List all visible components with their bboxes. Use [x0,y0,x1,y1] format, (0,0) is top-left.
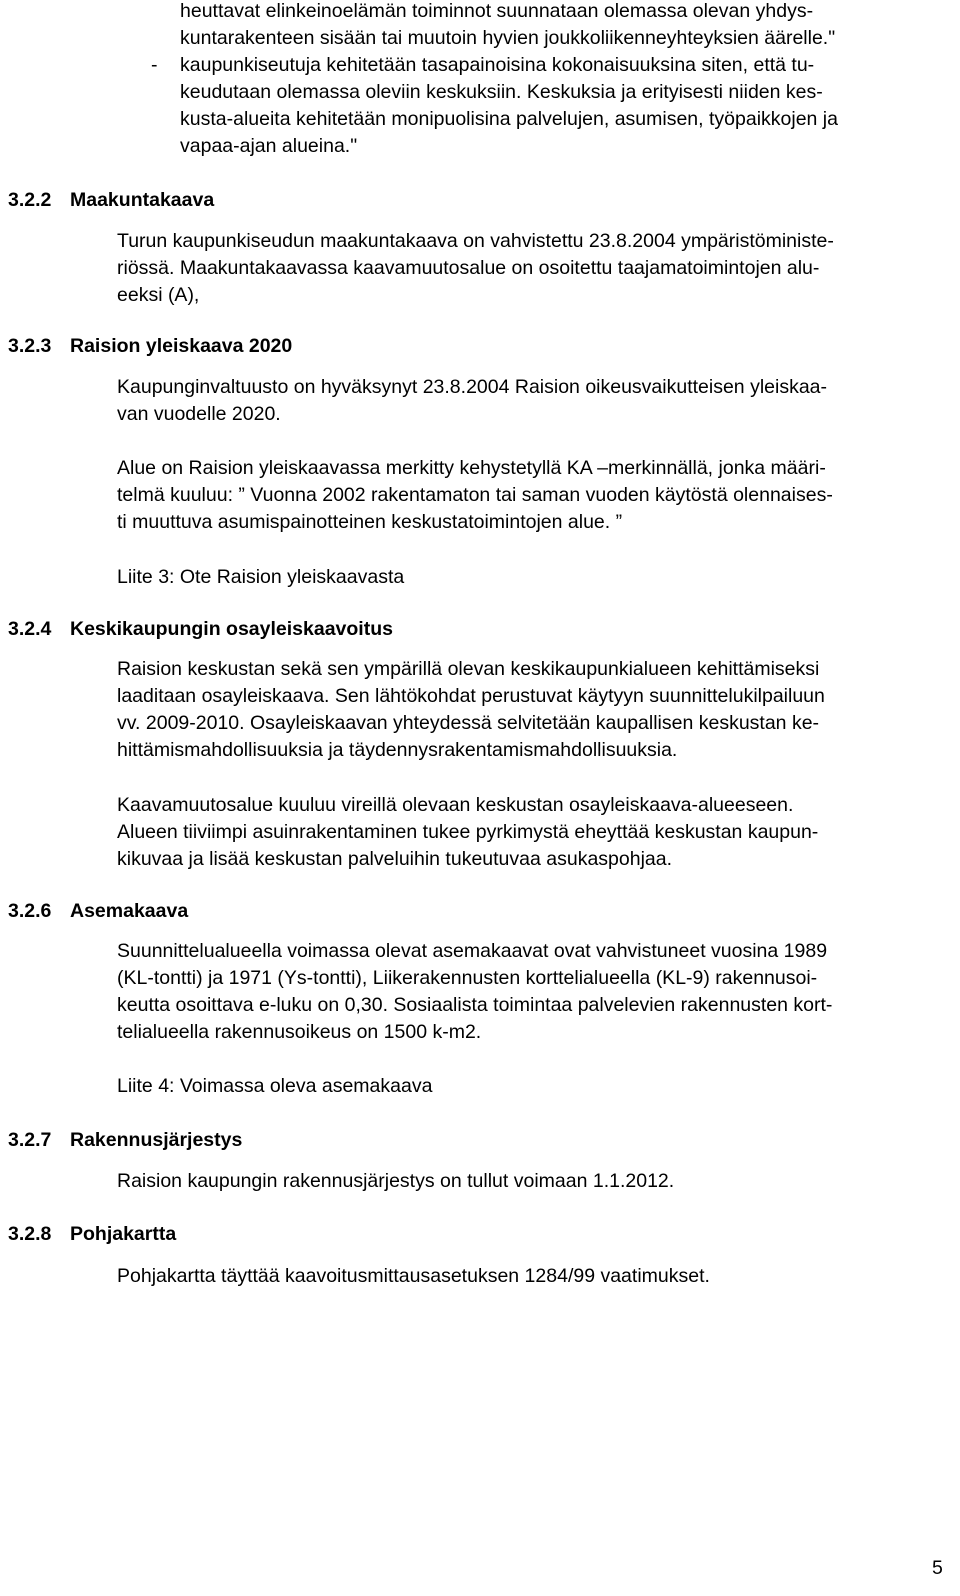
section-title: Rakennusjärjestys [70,1129,243,1151]
text-line: riössä. Maakuntakaavassa kaavamuutosalue on osoitettu taajamatoimintojen alu- [117,257,820,279]
text-line: keutta osoittava e-luku on 0,30. Sosiaalista toimintaa palvelevien rakennusten kort- [117,994,833,1016]
text-line: ti muuttuva asumispainotteinen keskustatoimintojen alue. ” [117,511,623,533]
text-line: vv. 2009-2010. Osayleiskaavan yhteydessä selvitetään kaupallisen keskustan ke- [117,712,820,734]
text-line: Pohjakartta täyttää kaavoitusmittausasetuksen 1284/99 vaatimukset. [117,1265,710,1287]
text-line: keudutaan olemassa oleviin keskuksiin. Keskuksia ja erityisesti niiden kes- [180,81,823,103]
quote-paragraph [180,0,950,52]
section-number: 3.2.8 [8,1223,52,1245]
text-line: kikuvaa ja lisää keskustan palveluihin tukeutuvaa asukaspohjaa. [117,848,673,870]
section-heading-asemakaava [8,898,188,924]
section-number: 3.2.6 [8,900,52,922]
text-line: Alue on Raision yleiskaavassa merkitty kehystetyllä KA –merkinnällä, jonka määri- [117,457,826,479]
text-line: Alueen tiiviimpi asuinrakentaminen tukee pyrkimystä eheyttää keskustan kaupun- [117,821,819,843]
paragraph [117,938,947,1046]
text-line: Turun kaupunkiseudun maakuntakaava on vahvistettu 23.8.2004 ympäristöministe- [117,230,834,252]
page-number: 5 [932,1557,943,1579]
paragraph [117,455,947,536]
section-title: Pohjakartta [70,1223,177,1245]
section-heading-pohjakartta [8,1221,176,1247]
paragraph [117,1168,947,1195]
section-title: Asemakaava [70,900,189,922]
text-line: van vuodelle 2020. [117,403,281,425]
section-title: Maakuntakaava [70,189,215,211]
section-heading-rakennusjarjestys [8,1127,242,1153]
text-line: kaupunkiseutuja kehitetään tasapainoisina kokonaisuuksina siten, että tu- [180,54,815,76]
section-heading-maakuntakaava [8,187,214,213]
text-line: telialueella rakennusoikeus on 1500 k-m2. [117,1021,482,1043]
text-line: vapaa-ajan alueina." [180,135,358,157]
text-line: Kaavamuutosalue kuuluu vireillä olevaan keskustan osayleiskaava-alueeseen. [117,794,794,816]
text-line: Raision kaupungin rakennusjärjestys on tullut voimaan 1.1.2012. [117,1170,675,1192]
section-heading-osayleiskaavoitus [8,616,393,642]
quote-list-item [180,52,950,160]
text-line: Suunnittelualueella voimassa olevat asemakaavat ovat vahvistuneet vuosina 1989 [117,940,828,962]
text-line: hittämismahdollisuuksia ja täydennysrakentamismahdollisuuksia. [117,739,678,761]
text-line: (KL-tontti) ja 1971 (Ys-tontti), Liikerakennusten korttelialueella (KL-9) rakennusoi- [117,967,818,989]
text-line: Liite 3: Ote Raision yleiskaavasta [117,566,405,588]
appendix-reference [117,564,947,591]
text-line: laaditaan osayleiskaava. Sen lähtökohdat perustuvat käytyyn suunnittelukilpailuun [117,685,825,707]
text-line: Kaupunginvaltuusto on hyväksynyt 23.8.2004 Raision oikeusvaikutteisen yleiskaa- [117,376,828,398]
appendix-reference [117,1073,947,1100]
text-line: kusta-alueita kehitetään monipuolisina palvelujen, asumisen, työpaikkojen ja [180,108,838,130]
text-line: Raision keskustan sekä sen ympärillä olevan keskikaupunkialueen kehittämiseksi [117,658,820,680]
text-line: heuttavat elinkeinoelämän toiminnot suunnataan olemassa olevan yhdys- [180,0,814,22]
list-dash: - [151,54,158,76]
section-number: 3.2.4 [8,618,52,640]
paragraph [117,374,947,428]
text-line: Liite 4: Voimassa oleva asemakaava [117,1075,433,1097]
text-line: telmä kuuluu: ” Vuonna 2002 rakentamaton tai saman vuoden käytöstä olennaises- [117,484,833,506]
section-title: Raision yleiskaava 2020 [70,335,293,357]
section-heading-yleiskaava [8,333,292,359]
text-line: kuntarakenteen sisään tai muutoin hyvien joukkoliikenneyhteyksien äärelle." [180,27,836,49]
paragraph [117,1263,947,1290]
paragraph [117,792,947,873]
text-line: eeksi (A), [117,284,200,306]
section-title: Keskikaupungin osayleiskaavoitus [70,618,393,640]
section-number: 3.2.2 [8,189,52,211]
paragraph [117,656,947,764]
section-number: 3.2.7 [8,1129,52,1151]
paragraph [117,228,947,309]
section-number: 3.2.3 [8,335,52,357]
